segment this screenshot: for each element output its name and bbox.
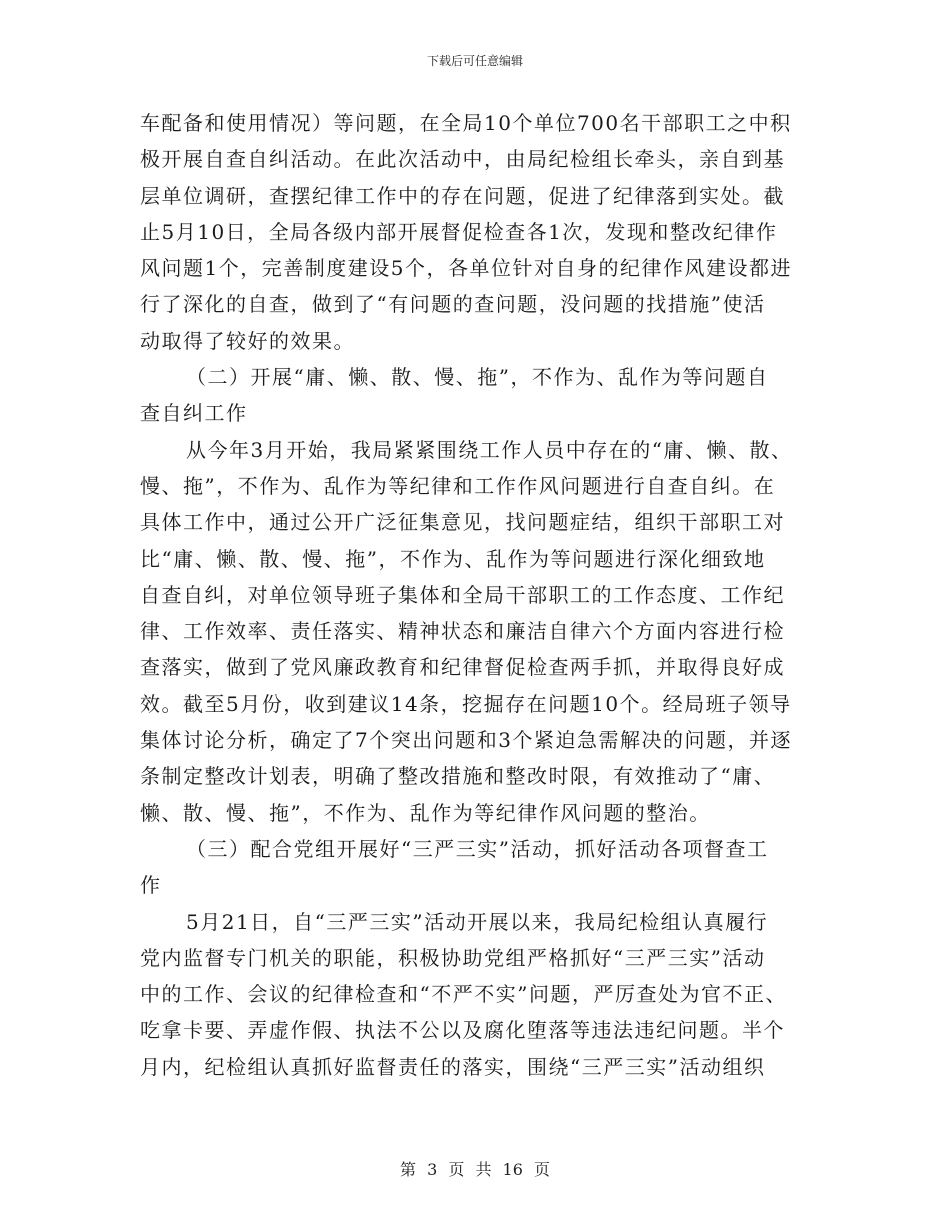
text-line: 集体讨论分析，确定了7个突出问题和3个紧迫急需解决的问题，并逐	[140, 728, 792, 753]
text-line: 行了深化的自查，做到了“有问题的查问题，没问题的找措施”使活	[140, 292, 766, 317]
text-line: 自查自纠，对单位领导班子集体和全局干部职工的工作态度、工作纪	[140, 582, 785, 607]
text-line: 吃拿卡要、弄虚作假、执法不公以及腐化堕落等违法违纪问题。半个	[140, 1018, 785, 1043]
text-line: 车配备和使用情况）等问题，在全局10个单位700名干部职工之中积	[140, 111, 792, 135]
section-heading: （二）开展“庸、懒、散、慢、拖”，不作为、乱作为等问题自	[186, 365, 769, 390]
text-line: 比“庸、懒、散、慢、拖”，不作为、乱作为等问题进行深化细致地	[140, 546, 766, 571]
text-line: 效。截至5月份，收到建议14条，挖掘存在问题10个。经局班子领导	[140, 691, 792, 716]
text-line: 条制定整改计划表，明确了整改措施和整改时限，有效推动了“庸、	[140, 764, 776, 789]
document-body	[140, 105, 815, 1085]
section-heading: （三）配合党组开展好“三严三实”活动，抓好活动各项督查工	[186, 836, 769, 861]
text-line: 月内，纪检组认真抓好监督责任的落实，围绕“三严三实”活动组织	[140, 1054, 766, 1079]
text-line: 层单位调研，查摆纪律工作中的存在问题，促进了纪律落到实处。截	[140, 183, 785, 208]
text-line: 5月21日，自“三严三实”活动开展以来，我局纪检组认真履行	[186, 909, 769, 934]
text-line: 党内监督专门机关的职能，积极协助党组严格抓好“三严三实”活动	[140, 945, 766, 970]
text-line: 从今年3月开始，我局紧紧围绕工作人员中存在的“庸、懒、散、	[186, 437, 793, 462]
text-line: 风问题1个，完善制度建设5个，各单位针对自身的纪律作风建设都进	[140, 256, 792, 281]
text-line: 懒、散、慢、拖”，不作为、乱作为等纪律作风问题的整治。	[140, 800, 711, 825]
text-line: 具体工作中，通过公开广泛征集意见，找问题症结，组织干部职工对	[140, 510, 785, 535]
text-line: 极开展自查自纠活动。在此次活动中，由局纪检组长牵头，亲自到基	[140, 147, 785, 172]
section-heading-cont: 作	[140, 873, 162, 898]
text-line: 慢、拖”，不作为、乱作为等纪律和工作作风问题进行自查自纠。在	[140, 473, 776, 498]
page-footer: 第 3 页 共 16 页	[400, 1160, 550, 1179]
text-line: 律、工作效率、责任落实、精神状态和廉洁自律六个方面内容进行检	[140, 619, 785, 644]
text-line: 查落实，做到了党风廉政教育和纪律督促检查两手抓，并取得良好成	[140, 655, 785, 680]
section-heading-cont: 查自纠工作	[140, 401, 248, 426]
text-line: 中的工作、会议的纪律检查和“不严不实”问题，严厉查处为官不正、	[140, 982, 787, 1007]
text-line: 止5月10日，全局各级内部开展督促检查各1次，发现和整改纪律作	[140, 219, 778, 244]
page-header: 下载后可任意编辑	[426, 54, 523, 68]
text-line: 动取得了较好的效果。	[140, 328, 355, 353]
